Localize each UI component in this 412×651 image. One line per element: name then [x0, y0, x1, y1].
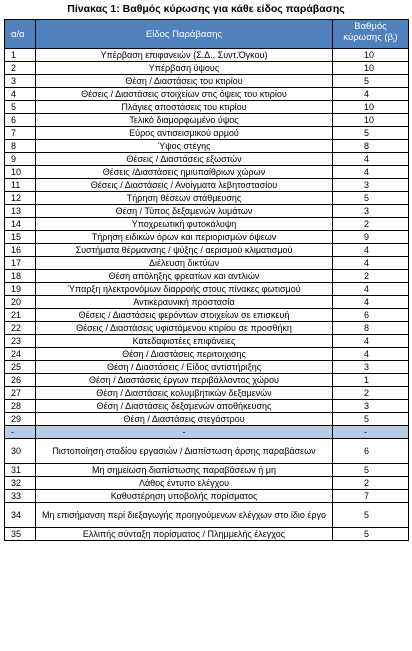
violations-table — [4, 19, 409, 541]
row-score: 5 — [333, 528, 409, 541]
row-violation: Θέσεις / Διαστάσεις υφιστάμενου κτιρίου σε προσθήκη — [36, 322, 333, 335]
row-violation: Θέσεις / Διαστάσεις εξωστών — [36, 153, 333, 166]
row-score: 2 — [333, 477, 409, 490]
table-row — [5, 361, 409, 374]
header-penalty-subscript: i — [393, 37, 395, 45]
row-violation: Κατεδαφιστέες επιφάνειες — [36, 335, 333, 348]
row-index: 30 — [5, 439, 36, 464]
row-violation: Θέση / Διαστάσεις του κτιρίου — [36, 75, 333, 88]
table-row — [5, 49, 409, 62]
row-score: 4 — [333, 296, 409, 309]
table-row — [5, 192, 409, 205]
row-score: 4 — [333, 153, 409, 166]
row-score: 10 — [333, 114, 409, 127]
row-score: 8 — [333, 140, 409, 153]
row-index: 3 — [5, 75, 36, 88]
table-row — [5, 528, 409, 541]
row-score: 6 — [333, 439, 409, 464]
row-index: 24 — [5, 348, 36, 361]
table-row — [5, 166, 409, 179]
row-violation: Μη σημείωση διαπίστωσης παραβάσεων ή μη — [36, 464, 333, 477]
table-row — [5, 153, 409, 166]
row-violation: Τήρηση ειδικών όρων και περιορισμών όψεων — [36, 231, 333, 244]
row-index: 4 — [5, 88, 36, 101]
row-violation: Υποχρεωτική φυτοκάλυψη — [36, 218, 333, 231]
row-score: 2 — [333, 218, 409, 231]
row-index: 27 — [5, 387, 36, 400]
row-violation: Καθυστέρηση υποβολής πορίσματος — [36, 490, 333, 503]
row-index: 5 — [5, 101, 36, 114]
table-row — [5, 127, 409, 140]
row-violation: Υπέρβαση επιφανειών (Σ.Δ., Συντ.Όγκου) — [36, 49, 333, 62]
header-penalty-line1: Βαθμός — [354, 21, 387, 33]
row-score: 3 — [333, 400, 409, 413]
table-row — [5, 270, 409, 283]
table-row — [5, 179, 409, 192]
row-violation: Θέση / Διαστάσεις έργων περιβάλλοντος χώρου — [36, 374, 333, 387]
table-row — [5, 387, 409, 400]
row-violation: Ύψος στέγης — [36, 140, 333, 153]
row-index: 19 — [5, 283, 36, 296]
row-index: 12 — [5, 192, 36, 205]
row-score: 4 — [333, 348, 409, 361]
row-score: 5 — [333, 413, 409, 426]
row-index: 26 — [5, 374, 36, 387]
table-row — [5, 400, 409, 413]
row-index: 31 — [5, 464, 36, 477]
row-score: 5 — [333, 127, 409, 140]
row-violation: Θέση / Διαστάσεις στεγάστρου — [36, 413, 333, 426]
row-score: 2 — [333, 270, 409, 283]
row-score: 4 — [333, 244, 409, 257]
row-score: 1 — [333, 374, 409, 387]
table-row — [5, 335, 409, 348]
table-row — [5, 114, 409, 127]
table-row — [5, 140, 409, 153]
row-index: 22 — [5, 322, 36, 335]
table-row — [5, 490, 409, 503]
row-score: 3 — [333, 205, 409, 218]
row-score: 5 — [333, 75, 409, 88]
table-row — [5, 218, 409, 231]
row-index: 7 — [5, 127, 36, 140]
row-index: 18 — [5, 270, 36, 283]
row-score: 2 — [333, 387, 409, 400]
row-violation: Θέση απόληξης φρεατίων και αντλιών — [36, 270, 333, 283]
row-violation: Ύπαρξη ηλεκτρονόμων διαρροής στους πίνακες φωτισμού — [36, 283, 333, 296]
row-index: 15 — [5, 231, 36, 244]
header-violation-type: Είδος Παράβασης — [36, 20, 333, 49]
row-violation: Τελικό διαμορφωμένο ύψος — [36, 114, 333, 127]
row-violation: Θέσεις /Διαστάσεις ημιυπαίθριων χώρων — [36, 166, 333, 179]
row-violation: Υπέρβαση ύψους — [36, 62, 333, 75]
row-index: 21 — [5, 309, 36, 322]
row-violation: Συστήματα θέρμανσης / ψύξης / αερισμού κλιματισμού — [36, 244, 333, 257]
table-row — [5, 62, 409, 75]
row-index: 10 — [5, 166, 36, 179]
row-score: 8 — [333, 322, 409, 335]
row-score: 4 — [333, 166, 409, 179]
row-score: 3 — [333, 361, 409, 374]
table-row — [5, 413, 409, 426]
row-violation: Αντικεραυνική προστασία — [36, 296, 333, 309]
row-score: - — [333, 426, 409, 439]
table-row — [5, 477, 409, 490]
row-index: 23 — [5, 335, 36, 348]
row-violation: - — [36, 426, 333, 439]
row-violation: Θέση / Διαστάσεις δεξαμενών αποθήκευσης — [36, 400, 333, 413]
row-violation: Τήρηση θέσεων στάθμευσης — [36, 192, 333, 205]
row-score: 5 — [333, 464, 409, 477]
row-score: 4 — [333, 257, 409, 270]
table-row — [5, 309, 409, 322]
table-row — [5, 296, 409, 309]
row-index: 20 — [5, 296, 36, 309]
table-row — [5, 75, 409, 88]
row-score: 6 — [333, 309, 409, 322]
row-index: 35 — [5, 528, 36, 541]
row-violation: Πιστοποίηση σταδίου εργασιών / Διαπίστωση άρσης παραβάσεων — [36, 439, 333, 464]
row-index: 16 — [5, 244, 36, 257]
table-row — [5, 503, 409, 528]
row-score: 4 — [333, 88, 409, 101]
row-score: 10 — [333, 49, 409, 62]
row-index: 13 — [5, 205, 36, 218]
row-violation: Θέση / Διαστάσεις / Είδος αντιστήριξης — [36, 361, 333, 374]
row-index: 6 — [5, 114, 36, 127]
header-index: α/α — [5, 20, 36, 49]
table-row — [5, 439, 409, 464]
row-score: 10 — [333, 101, 409, 114]
table-row — [5, 244, 409, 257]
table-row — [5, 205, 409, 218]
row-index: 17 — [5, 257, 36, 270]
row-index: - — [5, 426, 36, 439]
table-row — [5, 257, 409, 270]
row-index: 9 — [5, 153, 36, 166]
row-index: 28 — [5, 400, 36, 413]
row-index: 25 — [5, 361, 36, 374]
row-index: 2 — [5, 62, 36, 75]
row-score: 5 — [333, 503, 409, 528]
header-penalty-line2-suffix: ) — [394, 32, 398, 44]
row-index: 11 — [5, 179, 36, 192]
table-row — [5, 322, 409, 335]
table-header — [5, 20, 409, 49]
header-row — [5, 20, 409, 49]
row-score: 7 — [333, 490, 409, 503]
row-violation: Θέση / Διαστάσεις κολυμβητικών δεξαμενών — [36, 387, 333, 400]
row-index: 8 — [5, 140, 36, 153]
row-violation: Πλάγιες αποστάσεις του κτιρίου — [36, 101, 333, 114]
row-violation: Λάθος έντυπο ελέγχου — [36, 477, 333, 490]
row-violation: Μη επισήμανση περί διεξαγωγής προηγούμενων ελέγχων στο ίδιο έργο — [36, 503, 333, 528]
separator-row — [5, 426, 409, 439]
table-row — [5, 101, 409, 114]
row-violation: Ελλιπής σύνταξη πορίσματος / Πλημμελής έλεγχος — [36, 528, 333, 541]
row-index: 1 — [5, 49, 36, 62]
table-row — [5, 88, 409, 101]
row-violation: Θέσεις / Διαστάσεις στοιχείων στις όψεις του κτιρίου — [36, 88, 333, 101]
row-score: 10 — [333, 62, 409, 75]
row-index: 29 — [5, 413, 36, 426]
header-penalty-line2-prefix: κύρωσης (β — [343, 32, 394, 44]
table-row — [5, 348, 409, 361]
row-index: 14 — [5, 218, 36, 231]
table-row — [5, 374, 409, 387]
row-index: 32 — [5, 477, 36, 490]
row-index: 33 — [5, 490, 36, 503]
row-violation: Θέσεις / Διαστάσεις φερόντων στοιχείων σε επισκευή — [36, 309, 333, 322]
row-violation: Εύρος αντισεισμικού αρμού — [36, 127, 333, 140]
header-penalty-degree — [333, 20, 409, 49]
table-row — [5, 231, 409, 244]
table-body — [5, 49, 409, 541]
row-score: 3 — [333, 179, 409, 192]
row-score: 9 — [333, 231, 409, 244]
row-violation: Θέσεις / Διαστάσεις / Ανοίγματα λεβητοστασίου — [36, 179, 333, 192]
row-index: 34 — [5, 503, 36, 528]
row-score: 5 — [333, 192, 409, 205]
row-violation: Θέση / Διαστάσεις περιτοιχισης — [36, 348, 333, 361]
row-score: 4 — [333, 335, 409, 348]
row-violation: Διέλευση δικτύων — [36, 257, 333, 270]
table-row — [5, 283, 409, 296]
table-row — [5, 464, 409, 477]
table-title: Πίνακας 1: Βαθμός κύρωσης για κάθε είδος παράβασης — [67, 3, 345, 15]
row-score: 4 — [333, 283, 409, 296]
row-violation: Θέση / Τύπος δεξαμενών λυμάτων — [36, 205, 333, 218]
